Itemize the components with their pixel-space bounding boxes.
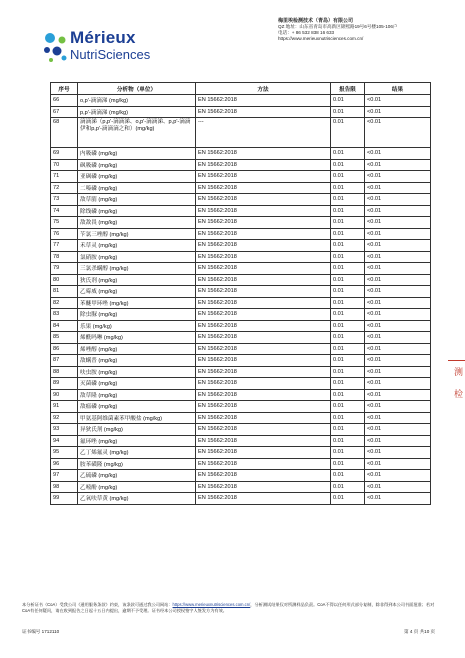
cell-analyte: 二嗪磷 (mg/kg) — [78, 182, 196, 194]
cell-result: <0.01 — [365, 297, 431, 309]
cell-index: 76 — [51, 228, 78, 240]
table-row — [51, 217, 431, 229]
stamp-char-2: 检 — [454, 389, 464, 399]
cell-index: 75 — [51, 217, 78, 229]
footer-website-link[interactable]: https://www.merieuxnutrisciences.com.cn/ — [172, 602, 251, 607]
company-logo — [40, 28, 180, 68]
table-row — [51, 240, 431, 252]
cell-result: <0.01 — [365, 458, 431, 470]
table-row — [51, 389, 431, 401]
cell-limit: 0.01 — [331, 435, 365, 447]
cell-analyte: p,p'-滴滴涕 (mg/kg) — [78, 106, 196, 118]
cell-method: EN 15662:2018 — [196, 182, 331, 194]
logo-subname: NutriSciences — [70, 47, 151, 62]
cell-method: EN 15662:2018 — [196, 320, 331, 332]
footer-text-2: ，分析测试结果仅对所测样品负责。CoA不得以任何形式部分复制，除非得到本公司书面批准；若对CoA有任何疑问，请在收到报告之日起十五日内提出，逾期不予受理。证书经本公司授权签字人签发方为有效。 — [22, 602, 435, 613]
cell-limit: 0.01 — [331, 182, 365, 194]
table-row — [51, 447, 431, 459]
cell-method: EN 15662:2018 — [196, 95, 331, 107]
cell-method: EN 15662:2018 — [196, 171, 331, 183]
table-row — [51, 159, 431, 171]
cell-index: 81 — [51, 286, 78, 298]
table-row — [51, 228, 431, 240]
cell-limit: 0.01 — [331, 106, 365, 118]
results-table — [50, 82, 431, 505]
cell-index: 70 — [51, 159, 78, 171]
cell-limit: 0.01 — [331, 366, 365, 378]
table-row — [51, 424, 431, 436]
cell-method: EN 15662:2018 — [196, 378, 331, 390]
cell-analyte: 敌敌畏 (mg/kg) — [78, 217, 196, 229]
cell-analyte: 除虫脲 (mg/kg) — [78, 309, 196, 321]
col-header-limit: 报告限 — [331, 83, 365, 95]
logo-dots-icon — [40, 30, 70, 66]
cell-index: 69 — [51, 148, 78, 160]
cell-limit: 0.01 — [331, 194, 365, 206]
cell-limit: 0.01 — [331, 118, 365, 148]
table-row — [51, 481, 431, 493]
company-website: https://www.merieuxnutrisciences.com.cn/ — [278, 36, 364, 41]
cell-result: <0.01 — [365, 240, 431, 252]
company-address: QZ 地址：山东省青岛市高新区锦熙路19号6号楼105-106户 — [278, 24, 398, 29]
table-row — [51, 366, 431, 378]
table-row — [51, 320, 431, 332]
cell-index: 96 — [51, 458, 78, 470]
cell-limit: 0.01 — [331, 263, 365, 275]
cell-analyte: 乙硫磷 (mg/kg) — [78, 470, 196, 482]
cell-result: <0.01 — [365, 274, 431, 286]
company-phone: 电话：+ 86 532 838 16 633 — [278, 30, 335, 35]
cell-result: <0.01 — [365, 194, 431, 206]
cell-method: EN 15662:2018 — [196, 343, 331, 355]
stamp-char-1: 测 — [454, 367, 464, 377]
cell-method: EN 15662:2018 — [196, 332, 331, 344]
table-row — [51, 355, 431, 367]
cell-result: <0.01 — [365, 366, 431, 378]
cell-index: 83 — [51, 309, 78, 321]
cell-analyte: 乐果 (mg/kg) — [78, 320, 196, 332]
cell-index: 71 — [51, 171, 78, 183]
company-name: 梅里埃检测技术（青岛）有限公司 — [278, 18, 354, 24]
cell-analyte: 呋虫胺 (mg/kg) — [78, 366, 196, 378]
cell-method: EN 15662:2018 — [196, 228, 331, 240]
cell-result: <0.01 — [365, 309, 431, 321]
certificate-number: 证书编号 1712110 — [22, 629, 60, 634]
cell-index: 67 — [51, 106, 78, 118]
cell-method: EN 15662:2018 — [196, 493, 331, 505]
cell-index: 84 — [51, 320, 78, 332]
cell-index: 85 — [51, 332, 78, 344]
cell-method: EN 15662:2018 — [196, 194, 331, 206]
cell-index: 66 — [51, 95, 78, 107]
cell-limit: 0.01 — [331, 481, 365, 493]
table-row — [51, 297, 431, 309]
cell-limit: 0.01 — [331, 171, 365, 183]
cell-result: <0.01 — [365, 217, 431, 229]
cell-limit: 0.01 — [331, 493, 365, 505]
cell-result: <0.01 — [365, 148, 431, 160]
table-row — [51, 205, 431, 217]
table-row — [51, 182, 431, 194]
cell-analyte: 乙霉威 (mg/kg) — [78, 286, 196, 298]
col-header-index: 序号 — [51, 83, 78, 95]
table-row — [51, 95, 431, 107]
cell-index: 95 — [51, 447, 78, 459]
cell-limit: 0.01 — [331, 286, 365, 298]
cell-index: 88 — [51, 366, 78, 378]
cell-method: EN 15662:2018 — [196, 435, 331, 447]
cell-analyte: 氯硝胺 (mg/kg) — [78, 251, 196, 263]
cell-analyte: 敌草隆 (mg/kg) — [78, 389, 196, 401]
cell-analyte: 狄氏剂 (mg/kg) — [78, 274, 196, 286]
cell-limit: 0.01 — [331, 159, 365, 171]
cell-method: EN 15662:2018 — [196, 240, 331, 252]
cell-index: 72 — [51, 182, 78, 194]
cell-result: <0.01 — [365, 470, 431, 482]
cell-index: 94 — [51, 435, 78, 447]
cell-result: <0.01 — [365, 205, 431, 217]
cell-method: EN 15662:2018 — [196, 309, 331, 321]
cell-index: 92 — [51, 412, 78, 424]
table-row — [51, 401, 431, 413]
cell-limit: 0.01 — [331, 240, 365, 252]
cell-index: 99 — [51, 493, 78, 505]
cell-method: EN 15662:2018 — [196, 389, 331, 401]
seal-stamp-edge — [448, 360, 465, 420]
cell-analyte: 乙嘧酚 (mg/kg) — [78, 481, 196, 493]
cell-index: 77 — [51, 240, 78, 252]
cell-analyte: 胺苯磺隆 (mg/kg) — [78, 458, 196, 470]
cell-limit: 0.01 — [331, 228, 365, 240]
table-row — [51, 171, 431, 183]
cell-analyte: 灭菌磷 (mg/kg) — [78, 378, 196, 390]
cell-result: <0.01 — [365, 118, 431, 148]
cell-result: <0.01 — [365, 332, 431, 344]
cell-method: EN 15662:2018 — [196, 263, 331, 275]
cell-analyte: 敌草腈 (mg/kg) — [78, 194, 196, 206]
cell-method: EN 15662:2018 — [196, 366, 331, 378]
company-info — [278, 18, 458, 42]
cell-method: EN 15662:2018 — [196, 401, 331, 413]
table-row — [51, 251, 431, 263]
cell-index: 86 — [51, 343, 78, 355]
cell-method: EN 15662:2018 — [196, 458, 331, 470]
cell-index: 89 — [51, 378, 78, 390]
cell-result: <0.01 — [365, 378, 431, 390]
cell-index: 91 — [51, 401, 78, 413]
cell-limit: 0.01 — [331, 447, 365, 459]
table-row — [51, 194, 431, 206]
cell-analyte: 三氯杀螨醇 (mg/kg) — [78, 263, 196, 275]
cell-analyte: 乙氧呋草黄 (mg/kg) — [78, 493, 196, 505]
cell-limit: 0.01 — [331, 251, 365, 263]
cell-result: <0.01 — [365, 447, 431, 459]
col-header-analyte: 分析物（单位） — [78, 83, 196, 95]
cell-analyte: 敌螨普 (mg/kg) — [78, 355, 196, 367]
cell-analyte: 氟环唑 (mg/kg) — [78, 435, 196, 447]
cell-index: 68 — [51, 118, 78, 148]
cell-result: <0.01 — [365, 412, 431, 424]
cell-index: 87 — [51, 355, 78, 367]
report-header — [0, 0, 465, 80]
table-row — [51, 332, 431, 344]
cell-index: 90 — [51, 389, 78, 401]
col-header-result: 结果 — [365, 83, 431, 95]
cell-limit: 0.01 — [331, 412, 365, 424]
table-row — [51, 458, 431, 470]
cell-analyte: 滴滴涕（p,p'-滴滴涕、o,p'-滴滴涕、p,p'-滴滴伊和p,p'-滴滴滴之和）(mg/kg) — [78, 118, 196, 148]
cell-limit: 0.01 — [331, 95, 365, 107]
cell-limit: 0.01 — [331, 458, 365, 470]
cell-limit: 0.01 — [331, 378, 365, 390]
cell-analyte: o,p'-滴滴涕 (mg/kg) — [78, 95, 196, 107]
cell-method: EN 15662:2018 — [196, 297, 331, 309]
cell-result: <0.01 — [365, 159, 431, 171]
cell-limit: 0.01 — [331, 424, 365, 436]
table-row — [51, 435, 431, 447]
page-number: 第 4 页 共10 页 — [404, 629, 436, 634]
results-table-container — [50, 82, 430, 505]
cell-analyte: 甲氨基阿维菌素苯甲酸盐 (mg/kg) — [78, 412, 196, 424]
cell-result: <0.01 — [365, 481, 431, 493]
cell-result: <0.01 — [365, 228, 431, 240]
table-header-row — [51, 83, 431, 95]
cell-analyte: 烯酰吗啉 (mg/kg) — [78, 332, 196, 344]
cell-method: EN 15662:2018 — [196, 412, 331, 424]
cell-limit: 0.01 — [331, 320, 365, 332]
cell-limit: 0.01 — [331, 355, 365, 367]
table-row — [51, 309, 431, 321]
cell-result: <0.01 — [365, 389, 431, 401]
cell-method: EN 15662:2018 — [196, 106, 331, 118]
cell-index: 73 — [51, 194, 78, 206]
footer-text-1: 本分析证书（CoA）受我公司《通用服务条款》约束，该条款可通过我公司网站： — [22, 602, 173, 607]
cell-limit: 0.01 — [331, 205, 365, 217]
col-header-method: 方法 — [196, 83, 331, 95]
table-row — [51, 274, 431, 286]
footer-disclaimer — [22, 602, 442, 613]
cell-method: EN 15662:2018 — [196, 205, 331, 217]
cell-analyte: 乙丁烯氟灵 (mg/kg) — [78, 447, 196, 459]
cell-limit: 0.01 — [331, 217, 365, 229]
cell-limit: 0.01 — [331, 389, 365, 401]
cell-limit: 0.01 — [331, 470, 365, 482]
cell-analyte: 禾草灵 (mg/kg) — [78, 240, 196, 252]
cell-limit: 0.01 — [331, 274, 365, 286]
cell-method: EN 15662:2018 — [196, 424, 331, 436]
cell-limit: 0.01 — [331, 297, 365, 309]
cell-result: <0.01 — [365, 493, 431, 505]
table-row — [51, 118, 431, 148]
cell-method: EN 15662:2018 — [196, 159, 331, 171]
cell-limit: 0.01 — [331, 401, 365, 413]
cell-method: EN 15662:2018 — [196, 286, 331, 298]
cell-result: <0.01 — [365, 401, 431, 413]
cell-result: <0.01 — [365, 343, 431, 355]
cell-result: <0.01 — [365, 171, 431, 183]
cell-index: 82 — [51, 297, 78, 309]
table-row — [51, 412, 431, 424]
cell-method: --- — [196, 118, 331, 148]
cell-index: 78 — [51, 251, 78, 263]
cell-method: EN 15662:2018 — [196, 481, 331, 493]
cell-limit: 0.01 — [331, 332, 365, 344]
cell-result: <0.01 — [365, 424, 431, 436]
cell-limit: 0.01 — [331, 343, 365, 355]
cell-result: <0.01 — [365, 95, 431, 107]
cell-analyte: 除线磷 (mg/kg) — [78, 205, 196, 217]
cell-index: 93 — [51, 424, 78, 436]
table-row — [51, 148, 431, 160]
table-row — [51, 378, 431, 390]
cell-method: EN 15662:2018 — [196, 217, 331, 229]
cell-analyte: 苄氯三唑醇 (mg/kg) — [78, 228, 196, 240]
cell-result: <0.01 — [365, 435, 431, 447]
logo-name: Mérieux — [70, 28, 136, 47]
cell-method: EN 15662:2018 — [196, 274, 331, 286]
cell-analyte: 敌瘟磷 (mg/kg) — [78, 401, 196, 413]
cell-result: <0.01 — [365, 182, 431, 194]
cell-limit: 0.01 — [331, 148, 365, 160]
cell-method: EN 15662:2018 — [196, 470, 331, 482]
cell-method: EN 15662:2018 — [196, 148, 331, 160]
table-row — [51, 263, 431, 275]
cell-index: 97 — [51, 470, 78, 482]
cell-method: EN 15662:2018 — [196, 355, 331, 367]
cell-index: 74 — [51, 205, 78, 217]
cell-index: 80 — [51, 274, 78, 286]
cell-analyte: 砜吸磷 (mg/kg) — [78, 159, 196, 171]
cell-method: EN 15662:2018 — [196, 251, 331, 263]
cell-analyte: 苯醚甲环唑 (mg/kg) — [78, 297, 196, 309]
cell-result: <0.01 — [365, 263, 431, 275]
table-row — [51, 286, 431, 298]
cell-result: <0.01 — [365, 355, 431, 367]
cell-analyte: 亚砜磷 (mg/kg) — [78, 171, 196, 183]
table-body — [51, 95, 431, 505]
cell-index: 79 — [51, 263, 78, 275]
cell-analyte: 内吸磷 (mg/kg) — [78, 148, 196, 160]
cell-analyte: 异狄氏剂 (mg/kg) — [78, 424, 196, 436]
cell-result: <0.01 — [365, 286, 431, 298]
table-row — [51, 343, 431, 355]
table-row — [51, 493, 431, 505]
cell-result: <0.01 — [365, 106, 431, 118]
cell-method: EN 15662:2018 — [196, 447, 331, 459]
table-row — [51, 106, 431, 118]
cell-result: <0.01 — [365, 251, 431, 263]
cell-analyte: 烯唑醇 (mg/kg) — [78, 343, 196, 355]
table-row — [51, 470, 431, 482]
cell-limit: 0.01 — [331, 309, 365, 321]
cell-result: <0.01 — [365, 320, 431, 332]
cell-index: 98 — [51, 481, 78, 493]
